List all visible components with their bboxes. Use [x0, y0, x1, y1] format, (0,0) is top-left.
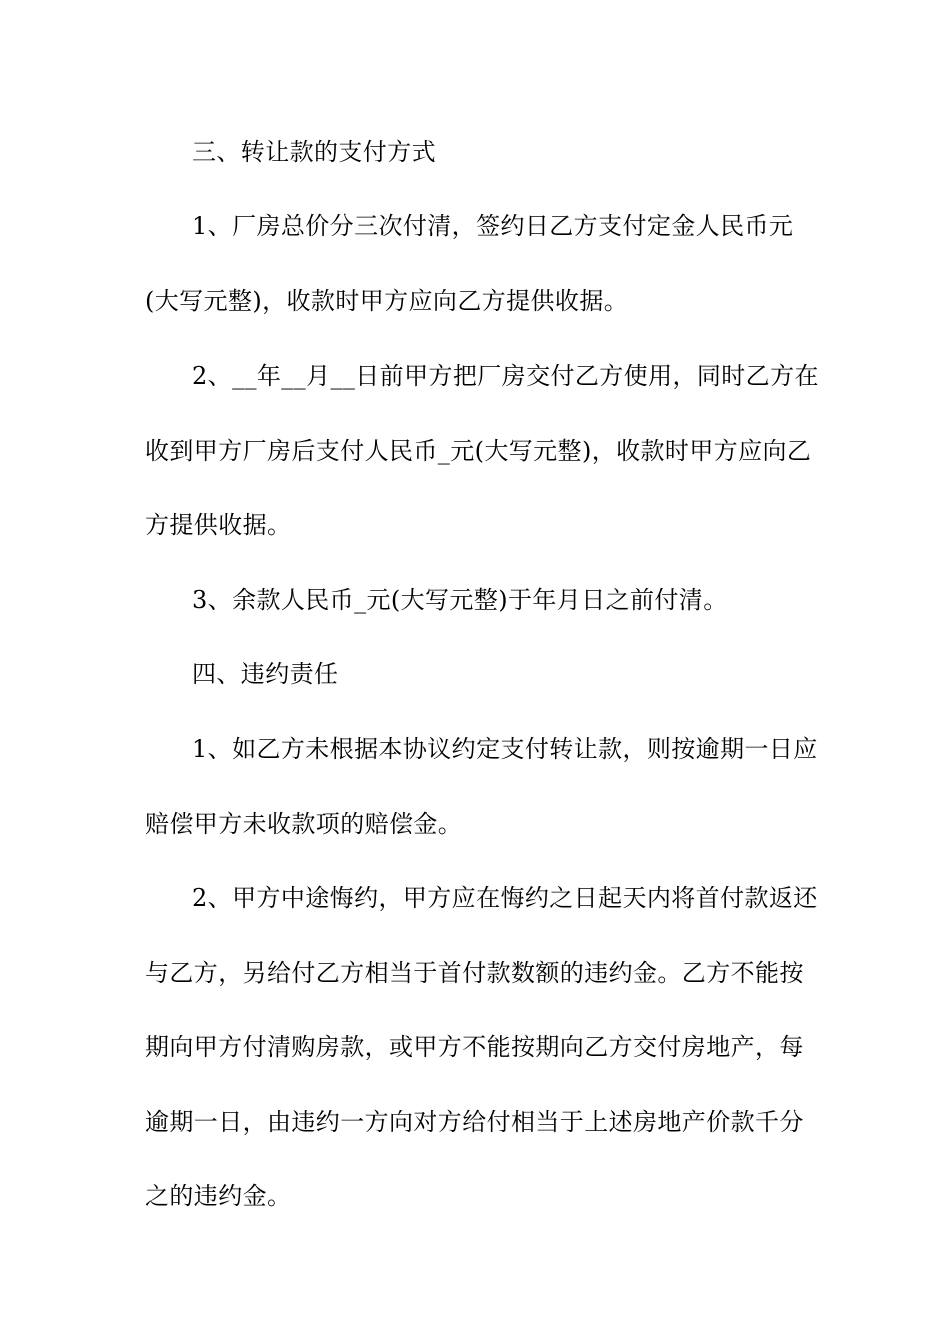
paragraph-line: 收到甲方厂房后支付人民币_元(大写元整)，收款时甲方应向乙 [145, 437, 812, 465]
paragraph-line: 方提供收据。 [145, 511, 292, 539]
paragraph-line: 1、如乙方未根据本协议约定支付转让款，则按逾期一日应 [192, 735, 818, 763]
section-heading-payment: 三、转让款的支付方式 [192, 138, 436, 166]
paragraph-line: 逾期一日，由违约一方向对方给付相当于上述房地产价款千分 [145, 1108, 804, 1136]
paragraph-line: 2、__年__月__日前甲方把厂房交付乙方使用，同时乙方在 [192, 362, 819, 390]
paragraph-line: 3、余款人民币_元(大写元整)于年月日之前付清。 [192, 586, 728, 614]
paragraph-line: 2、甲方中途悔约，甲方应在悔约之日起天内将首付款返还 [192, 884, 818, 912]
paragraph-line: 与乙方，另给付乙方相当于首付款数额的违约金。乙方不能按 [145, 959, 804, 987]
paragraph-line: 期向甲方付清购房款，或甲方不能按期向乙方交付房地产，每 [145, 1033, 804, 1061]
paragraph-line: 赔偿甲方未收款项的赔偿金。 [145, 810, 463, 838]
section-heading-liability: 四、违约责任 [192, 660, 339, 688]
paragraph-line: 之的违约金。 [145, 1182, 292, 1210]
paragraph-line: 1、厂房总价分三次付清，签约日乙方支付定金人民币元 [192, 212, 794, 240]
paragraph-line: (大写元整)，收款时甲方应向乙方提供收据。 [145, 287, 629, 315]
